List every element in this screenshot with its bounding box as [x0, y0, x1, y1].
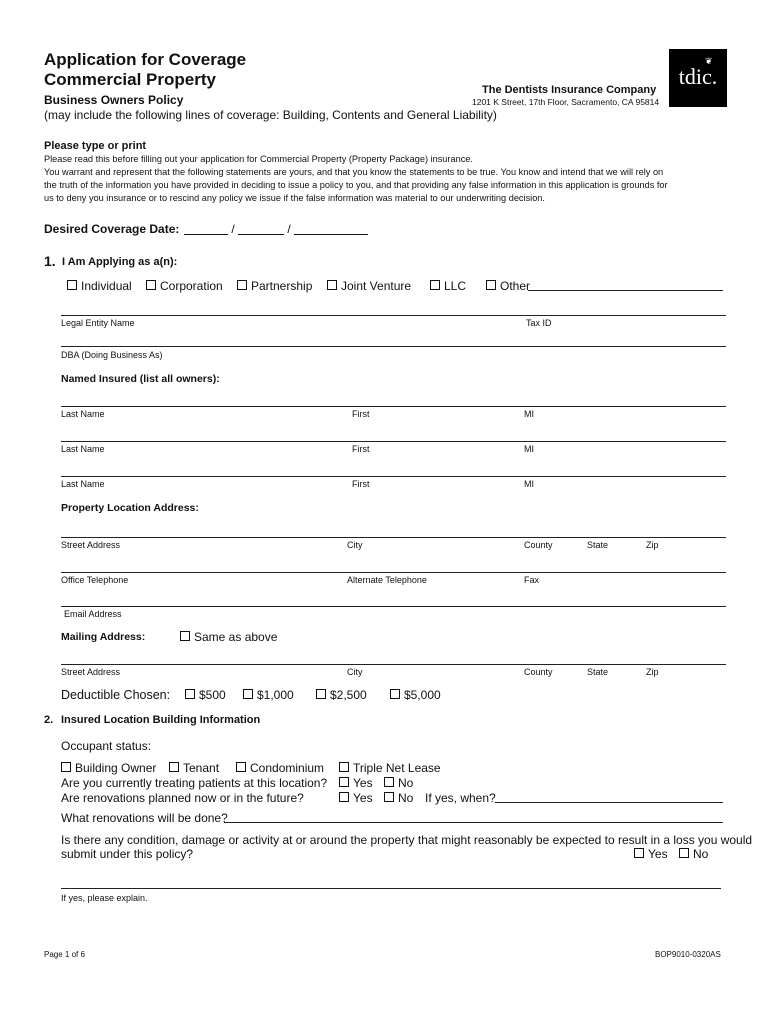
alt-phone-label: Alternate Telephone: [347, 575, 427, 585]
renovations-no[interactable]: No: [384, 791, 413, 805]
checkbox-icon: [243, 689, 253, 699]
checkbox-icon: [327, 280, 337, 290]
checkbox-icon: [185, 689, 195, 699]
property-county-label: County: [524, 540, 553, 550]
option-individual[interactable]: Individual: [67, 279, 132, 293]
what-renovations-label: What renovations will be done?: [61, 811, 228, 825]
checkbox-icon: [384, 792, 394, 802]
checkbox-icon: [237, 280, 247, 290]
owner-1-mi-label: MI: [524, 409, 534, 419]
option-joint-venture[interactable]: Joint Venture: [327, 279, 411, 293]
owner-3-last-label: Last Name: [61, 479, 105, 489]
treating-yes[interactable]: Yes: [339, 776, 373, 790]
same-as-above-checkbox[interactable]: Same as above: [180, 630, 277, 644]
mailing-street-label: Street Address: [61, 667, 121, 677]
option-partnership[interactable]: Partnership: [237, 279, 312, 293]
condition-no[interactable]: No: [679, 847, 708, 861]
policy-name: Business Owners Policy: [44, 93, 184, 107]
email-label: Email Address: [64, 609, 122, 619]
occupant-building-owner[interactable]: Building Owner: [61, 761, 156, 775]
dba-label: DBA (Doing Business As): [61, 350, 163, 360]
tax-id-label: Tax ID: [526, 318, 552, 328]
owner-1-first-label: First: [352, 409, 370, 419]
checkbox-icon: [339, 777, 349, 787]
checkbox-icon: [67, 280, 77, 290]
email-input[interactable]: [61, 606, 726, 607]
logo-text: tdic.: [678, 64, 718, 89]
checkbox-icon: [61, 762, 71, 772]
owner-3-mi-label: MI: [524, 479, 534, 489]
company-name: The Dentists Insurance Company: [482, 84, 657, 96]
owner-3-input[interactable]: [61, 476, 726, 477]
occupant-status-label: Occupant status:: [61, 739, 152, 753]
checkbox-icon: [316, 689, 326, 699]
deductible-500[interactable]: $500: [185, 688, 226, 702]
property-address-input[interactable]: [61, 537, 726, 538]
deductible-5000[interactable]: $5,000: [390, 688, 441, 702]
owner-2-last-label: Last Name: [61, 444, 105, 454]
coverage-date-fields: / /: [184, 222, 368, 236]
coverage-date-label: Desired Coverage Date:: [44, 222, 180, 236]
coverage-month-field[interactable]: [184, 223, 228, 235]
intro-line-4: us to deny you insurance or to rescind any policy we issue if the false information was material to our underwriting decision.: [44, 193, 545, 203]
checkbox-icon: [146, 280, 156, 290]
treating-no[interactable]: No: [384, 776, 413, 790]
deductible-1000[interactable]: $1,000: [243, 688, 294, 702]
section2-number: 2.: [44, 714, 54, 726]
fax-label: Fax: [524, 575, 540, 585]
owner-2-first-label: First: [352, 444, 370, 454]
legal-entity-label: Legal Entity Name: [61, 318, 135, 328]
explain-input[interactable]: [61, 888, 721, 889]
coverage-day-field[interactable]: [238, 223, 284, 235]
title-line1: Application for Coverage: [44, 50, 247, 69]
owner-1-input[interactable]: [61, 406, 726, 407]
mailing-city-label: City: [347, 667, 363, 677]
property-location-heading: Property Location Address:: [61, 502, 199, 514]
owner-3-first-label: First: [352, 479, 370, 489]
named-insured-heading: Named Insured (list all owners):: [61, 373, 220, 385]
condition-yes[interactable]: Yes: [634, 847, 668, 861]
page-number: Page 1 of 6: [44, 950, 85, 959]
company-address: 1201 K Street, 17th Floor, Sacramento, CA 95814: [472, 97, 660, 107]
owner-2-input[interactable]: [61, 441, 726, 442]
checkbox-icon: [430, 280, 440, 290]
logo-leaf-icon: ❦: [705, 56, 713, 66]
deductible-label: Deductible Chosen:: [61, 688, 171, 702]
occupant-tenant[interactable]: Tenant: [169, 761, 219, 775]
mailing-address-input[interactable]: [61, 664, 726, 665]
checkbox-icon: [180, 631, 190, 641]
checkbox-icon: [634, 848, 644, 858]
tdic-logo: [669, 49, 727, 107]
if-yes-explain-label: If yes, please explain.: [61, 893, 148, 903]
checkbox-icon: [339, 762, 349, 772]
occupant-condominium[interactable]: Condominium: [236, 761, 324, 775]
checkbox-icon: [384, 777, 394, 787]
phone-input[interactable]: [61, 572, 726, 573]
if-yes-when-label: If yes, when?: [425, 791, 496, 805]
what-renovations-input[interactable]: [224, 822, 723, 823]
form-code: BOP9010-0320AS: [655, 950, 721, 959]
checkbox-icon: [236, 762, 246, 772]
if-yes-when-input[interactable]: [495, 802, 723, 803]
intro-heading: Please type or print: [44, 140, 147, 152]
question-treating: Are you currently treating patients at this location?: [61, 776, 328, 790]
coverage-year-field[interactable]: [294, 223, 368, 235]
intro-line-1: Please read this before filling out your application for Commercial Property (Property Package) insurance.: [44, 154, 473, 164]
mailing-zip-label: Zip: [646, 667, 659, 677]
property-street-label: Street Address: [61, 540, 121, 550]
owner-1-last-label: Last Name: [61, 409, 105, 419]
property-state-label: State: [587, 540, 609, 550]
legal-entity-input[interactable]: [61, 315, 726, 316]
mailing-state-label: State: [587, 667, 609, 677]
checkbox-icon: [486, 280, 496, 290]
property-city-label: City: [347, 540, 363, 550]
checkbox-icon: [169, 762, 179, 772]
question-renovations: Are renovations planned now or in the future?: [61, 791, 304, 805]
checkbox-icon: [390, 689, 400, 699]
occupant-triple-net[interactable]: Triple Net Lease: [339, 761, 441, 775]
checkbox-icon: [339, 792, 349, 802]
section2-title: Insured Location Building Information: [61, 714, 261, 726]
intro-line-3: the truth of the information you have provided in deciding to issue a policy to you, and that providing any false information in this application is grounds for: [44, 180, 668, 190]
section1-number: 1.: [44, 253, 56, 269]
option-other[interactable]: Other: [486, 279, 530, 293]
option-llc[interactable]: LLC: [430, 279, 466, 293]
owner-2-mi-label: MI: [524, 444, 534, 454]
section1-title: I Am Applying as a(n):: [62, 256, 178, 268]
mailing-heading: Mailing Address:: [61, 631, 146, 643]
question-condition-line1: Is there any condition, damage or activity at or around the property that might reasonably be expected to result in a loss you would: [61, 833, 753, 847]
intro-line-2: You warrant and represent that the following statements are yours, and that you know the statements to be true. You know and intend that we will rely on: [44, 167, 664, 177]
dba-input[interactable]: [61, 346, 726, 347]
property-zip-label: Zip: [646, 540, 659, 550]
checkbox-icon: [679, 848, 689, 858]
coverage-note: (may include the following lines of coverage: Building, Contents and General Liability): [44, 108, 497, 122]
deductible-2500[interactable]: $2,500: [316, 688, 367, 702]
title-line2: Commercial Property: [44, 70, 216, 89]
other-input[interactable]: [528, 290, 723, 291]
renovations-yes[interactable]: Yes: [339, 791, 373, 805]
office-phone-label: Office Telephone: [61, 575, 129, 585]
question-condition-line2: submit under this policy?: [61, 847, 194, 861]
mailing-county-label: County: [524, 667, 553, 677]
option-corporation[interactable]: Corporation: [146, 279, 223, 293]
